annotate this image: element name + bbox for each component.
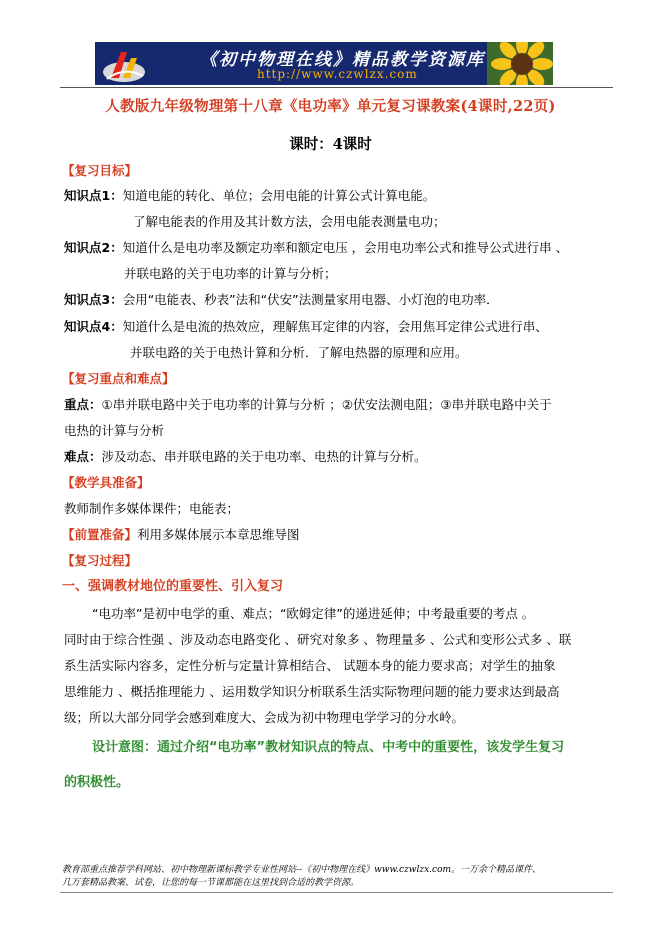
header-divider xyxy=(60,87,613,88)
prep-line xyxy=(62,527,300,543)
design-intent-cont: 的积极性。 xyxy=(64,775,130,790)
knowledge-point-2-cont: 并联电路的关于电功率的计算与分析； xyxy=(124,266,337,281)
knowledge-label: 知识点3： xyxy=(64,292,123,307)
knowledge-label: 知识点1： xyxy=(64,188,123,203)
document-title: 人教版九年级物理第十八章《电功率》单元复习课教案(4课时,22页) xyxy=(105,98,556,115)
knowledge-text: 会用“电能表、秒表”法和“伏安”法测量家用电器、小灯泡的电功率． xyxy=(122,292,499,307)
difficult-points-label: 难点： xyxy=(64,449,102,464)
banner-url: http://www.czwlzx.com xyxy=(257,67,418,81)
paragraph-line: 思维能力 、概括推理能力 、运用数学知识分析联系生活实际物理问题的能力要求达到最高 xyxy=(64,684,560,699)
section-prep: 【前置准备】 xyxy=(62,527,138,542)
paragraph-line: 系生活实际内容多，定性分析与定量计算相结合、 试题本身的能力要求高；对学生的抽象 xyxy=(64,658,556,673)
tools-text: 教师制作多媒体课件；电能表； xyxy=(64,501,240,516)
knowledge-text: 知道什么是电流的热效应，理解焦耳定律的内容，会用焦耳定律公式进行串、 xyxy=(122,319,548,334)
knowledge-point-1 xyxy=(64,188,435,204)
key-points-text: ①串并联电路中关于电功率的计算与分析 ；②伏安法测电阻；③串并联电路中关于 xyxy=(101,397,552,412)
part1-heading: 一、强调教材地位的重要性、引入复习 xyxy=(62,579,284,594)
knowledge-label: 知识点2： xyxy=(64,240,123,255)
key-points xyxy=(64,397,552,413)
knowledge-point-2 xyxy=(64,240,568,256)
paragraph-line: 级；所以大部分同学会感到难度大、会成为初中物理电学学习的分水岭。 xyxy=(64,710,465,725)
difficult-points xyxy=(64,449,427,465)
lesson-hours: 课时：4课时 xyxy=(289,136,372,153)
design-intent: 设计意图：通过介绍“电功率”教材知识点的特点、中考中的重要性，该发学生复习 xyxy=(92,740,565,755)
section-goals: 【复习目标】 xyxy=(62,163,138,178)
section-focus: 【复习重点和难点】 xyxy=(62,371,175,386)
difficult-points-text: 涉及动态、串并联电路的关于电功率、电热的计算与分析。 xyxy=(101,449,427,464)
knowledge-point-3 xyxy=(64,292,499,308)
header-banner xyxy=(95,42,553,85)
knowledge-text: 知道什么是电功率及额定功率和额定电压 ，会用电功率公式和推导公式进行串 、 xyxy=(122,240,569,255)
section-process: 【复习过程】 xyxy=(62,553,138,568)
knowledge-point-1-cont: 了解电能表的作用及其计数方法，会用电能表测量电功； xyxy=(133,214,446,229)
prep-text: 利用多媒体展示本章思维导图 xyxy=(137,527,300,542)
key-points-cont: 电热的计算与分析 xyxy=(64,423,165,438)
sunflower-icon xyxy=(487,42,553,85)
key-points-label: 重点： xyxy=(64,397,102,412)
site-logo-icon xyxy=(101,46,147,84)
footer-divider xyxy=(60,892,613,893)
knowledge-point-4 xyxy=(64,319,548,335)
knowledge-label: 知识点4： xyxy=(64,319,123,334)
section-tools: 【教学具准备】 xyxy=(62,475,150,490)
paragraph-line: 同时由于综合性强 、涉及动态电路变化 、研究对象多 、物理量多 、公式和变形公式多 、联 xyxy=(64,632,572,647)
footer-line: 教育部重点推荐学科网站、初中物理新课标教学专业性网站--《初中物理在线》www.czwlzx.com。一万余个精品课件、 xyxy=(62,865,542,875)
footer-line: 几万套精品教案、试卷，让您的每一节课都能在这里找到合适的教学资源。 xyxy=(62,878,360,888)
knowledge-text: 知道电能的转化、单位；会用电能的计算公式计算电能。 xyxy=(122,188,436,203)
knowledge-point-4-cont: 并联电路的关于电热计算和分析．了解电热器的原理和应用。 xyxy=(130,345,468,360)
banner-title: 《初中物理在线》精品教学资源库 xyxy=(200,50,485,70)
paragraph-line: “电功率”是初中电学的重、难点；“欧姆定律”的递进延伸；中考最重要的考点 。 xyxy=(92,606,535,621)
